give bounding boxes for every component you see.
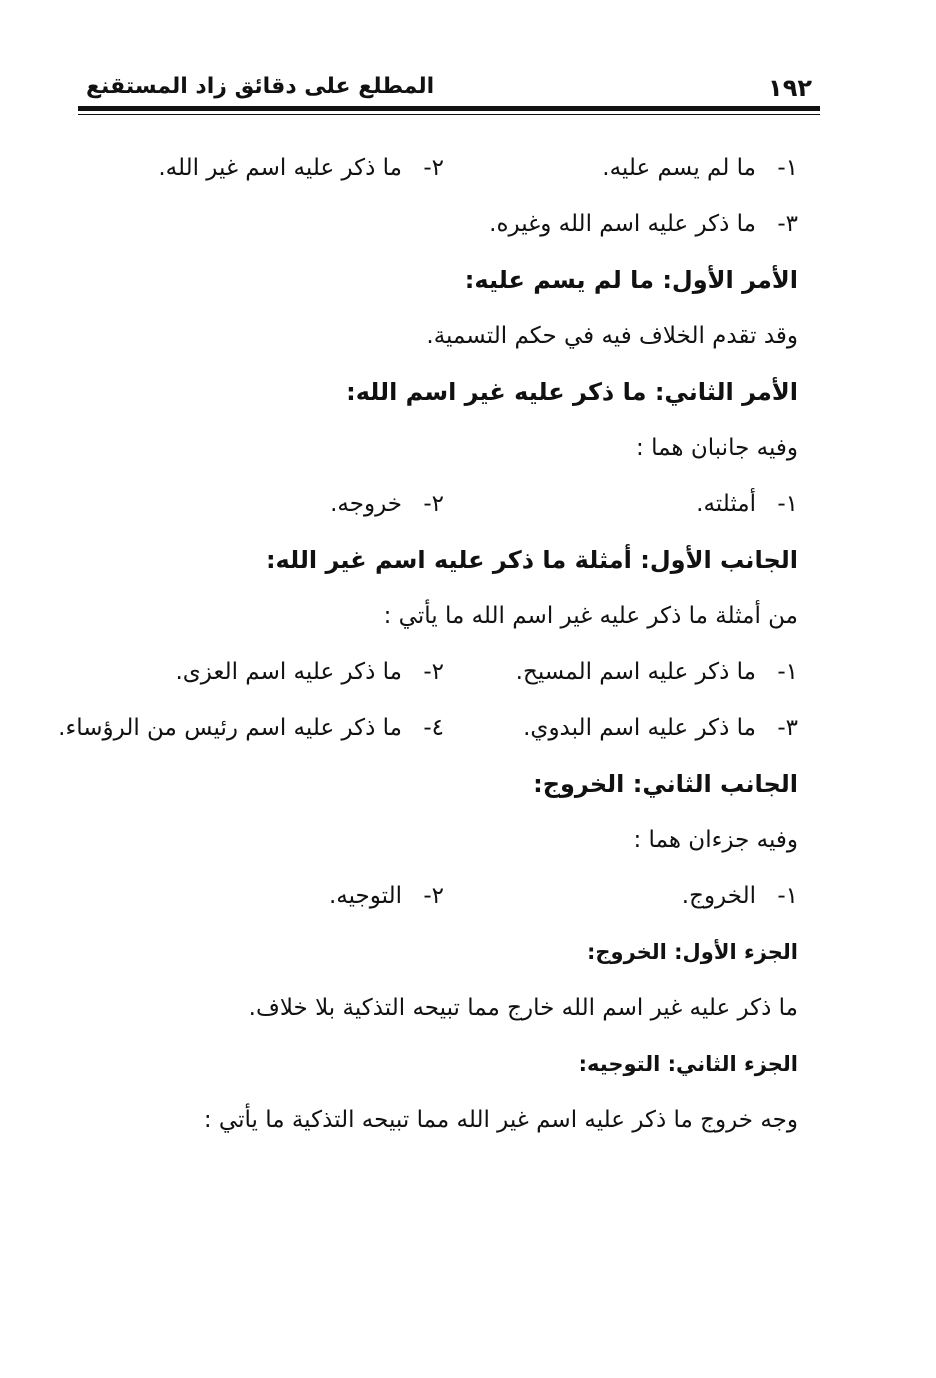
list-item	[175, 644, 444, 700]
two-column-list-row	[78, 476, 798, 532]
list-item-text: التوجيه.	[328, 883, 402, 909]
paragraph: وقد تقدم الخلاف فيه في حكم التسمية.	[426, 323, 798, 349]
list-item	[158, 140, 444, 196]
paragraph: ما ذكر عليه غير اسم الله خارج مما تبيحه التذكية بلا خلاف.	[248, 995, 798, 1021]
header-rule-thin	[78, 114, 820, 115]
list-item-number: ١-	[777, 883, 798, 909]
header-rule-thick	[78, 106, 820, 111]
section-heading: الجانب الأول: أمثلة ما ذكر عليه اسم غير الله:	[265, 546, 798, 574]
book-title: المطلع على دقائق زاد المستقنع	[86, 74, 435, 99]
two-column-list-row	[78, 868, 798, 924]
section-heading: الجانب الثاني: الخروج:	[533, 770, 798, 798]
list-item-number: ٣-	[777, 715, 798, 741]
list-item-number: ٢-	[423, 659, 444, 685]
paragraph: وفيه جزءان هما :	[633, 827, 798, 853]
section-heading: الأمر الأول: ما لم يسم عليه:	[464, 266, 798, 294]
two-column-list-row	[78, 140, 798, 196]
section-heading: الأمر الثاني: ما ذكر عليه غير اسم الله:	[346, 378, 798, 406]
list-item	[330, 476, 444, 532]
list-item-text: ما ذكر عليه اسم البدوي.	[523, 715, 756, 741]
list-item	[78, 196, 798, 252]
two-column-list-row	[78, 644, 798, 700]
list-item-text: الخروج.	[681, 883, 756, 909]
list-item-text: ما ذكر عليه اسم الله وغيره.	[489, 211, 756, 237]
page-body	[58, 140, 798, 1148]
two-column-list-row	[58, 700, 798, 756]
list-item	[523, 700, 798, 756]
list-item-text: ما لم يسم عليه.	[602, 155, 756, 181]
list-item-text: ما ذكر عليه اسم رئيس من الرؤساء.	[58, 715, 402, 741]
paragraph: وجه خروج ما ذكر عليه اسم غير الله مما تبيحه التذكية ما يأتي :	[203, 1107, 798, 1133]
list-item-text: ما ذكر عليه اسم العزى.	[175, 659, 402, 685]
list-item-number: ٣-	[777, 211, 798, 237]
list-item-text: ما ذكر عليه اسم غير الله.	[158, 155, 402, 181]
list-item-text: خروجه.	[330, 491, 402, 517]
list-item	[516, 644, 798, 700]
subsection-heading: الجزء الثاني: التوجيه:	[578, 1052, 798, 1076]
list-item-number: ٤-	[423, 715, 444, 741]
list-item	[682, 868, 798, 924]
page-number: ١٩٢	[768, 74, 812, 102]
page-header	[78, 58, 820, 114]
list-item-number: ٢-	[423, 155, 444, 181]
list-item	[602, 140, 798, 196]
list-item	[58, 700, 444, 756]
list-item-text: أمثلته.	[696, 491, 756, 517]
list-item-number: ١-	[777, 155, 798, 181]
subsection-heading: الجزء الأول: الخروج:	[586, 940, 798, 964]
list-item-number: ١-	[777, 491, 798, 517]
paragraph: من أمثلة ما ذكر عليه غير اسم الله ما يأتي :	[383, 603, 798, 629]
list-item-number: ٢-	[423, 883, 444, 909]
list-item	[329, 868, 444, 924]
list-item-number: ١-	[777, 659, 798, 685]
paragraph: وفيه جانبان هما :	[636, 435, 798, 461]
list-item	[696, 476, 798, 532]
list-item-text: ما ذكر عليه اسم المسيح.	[515, 659, 756, 685]
list-item-number: ٢-	[423, 491, 444, 517]
